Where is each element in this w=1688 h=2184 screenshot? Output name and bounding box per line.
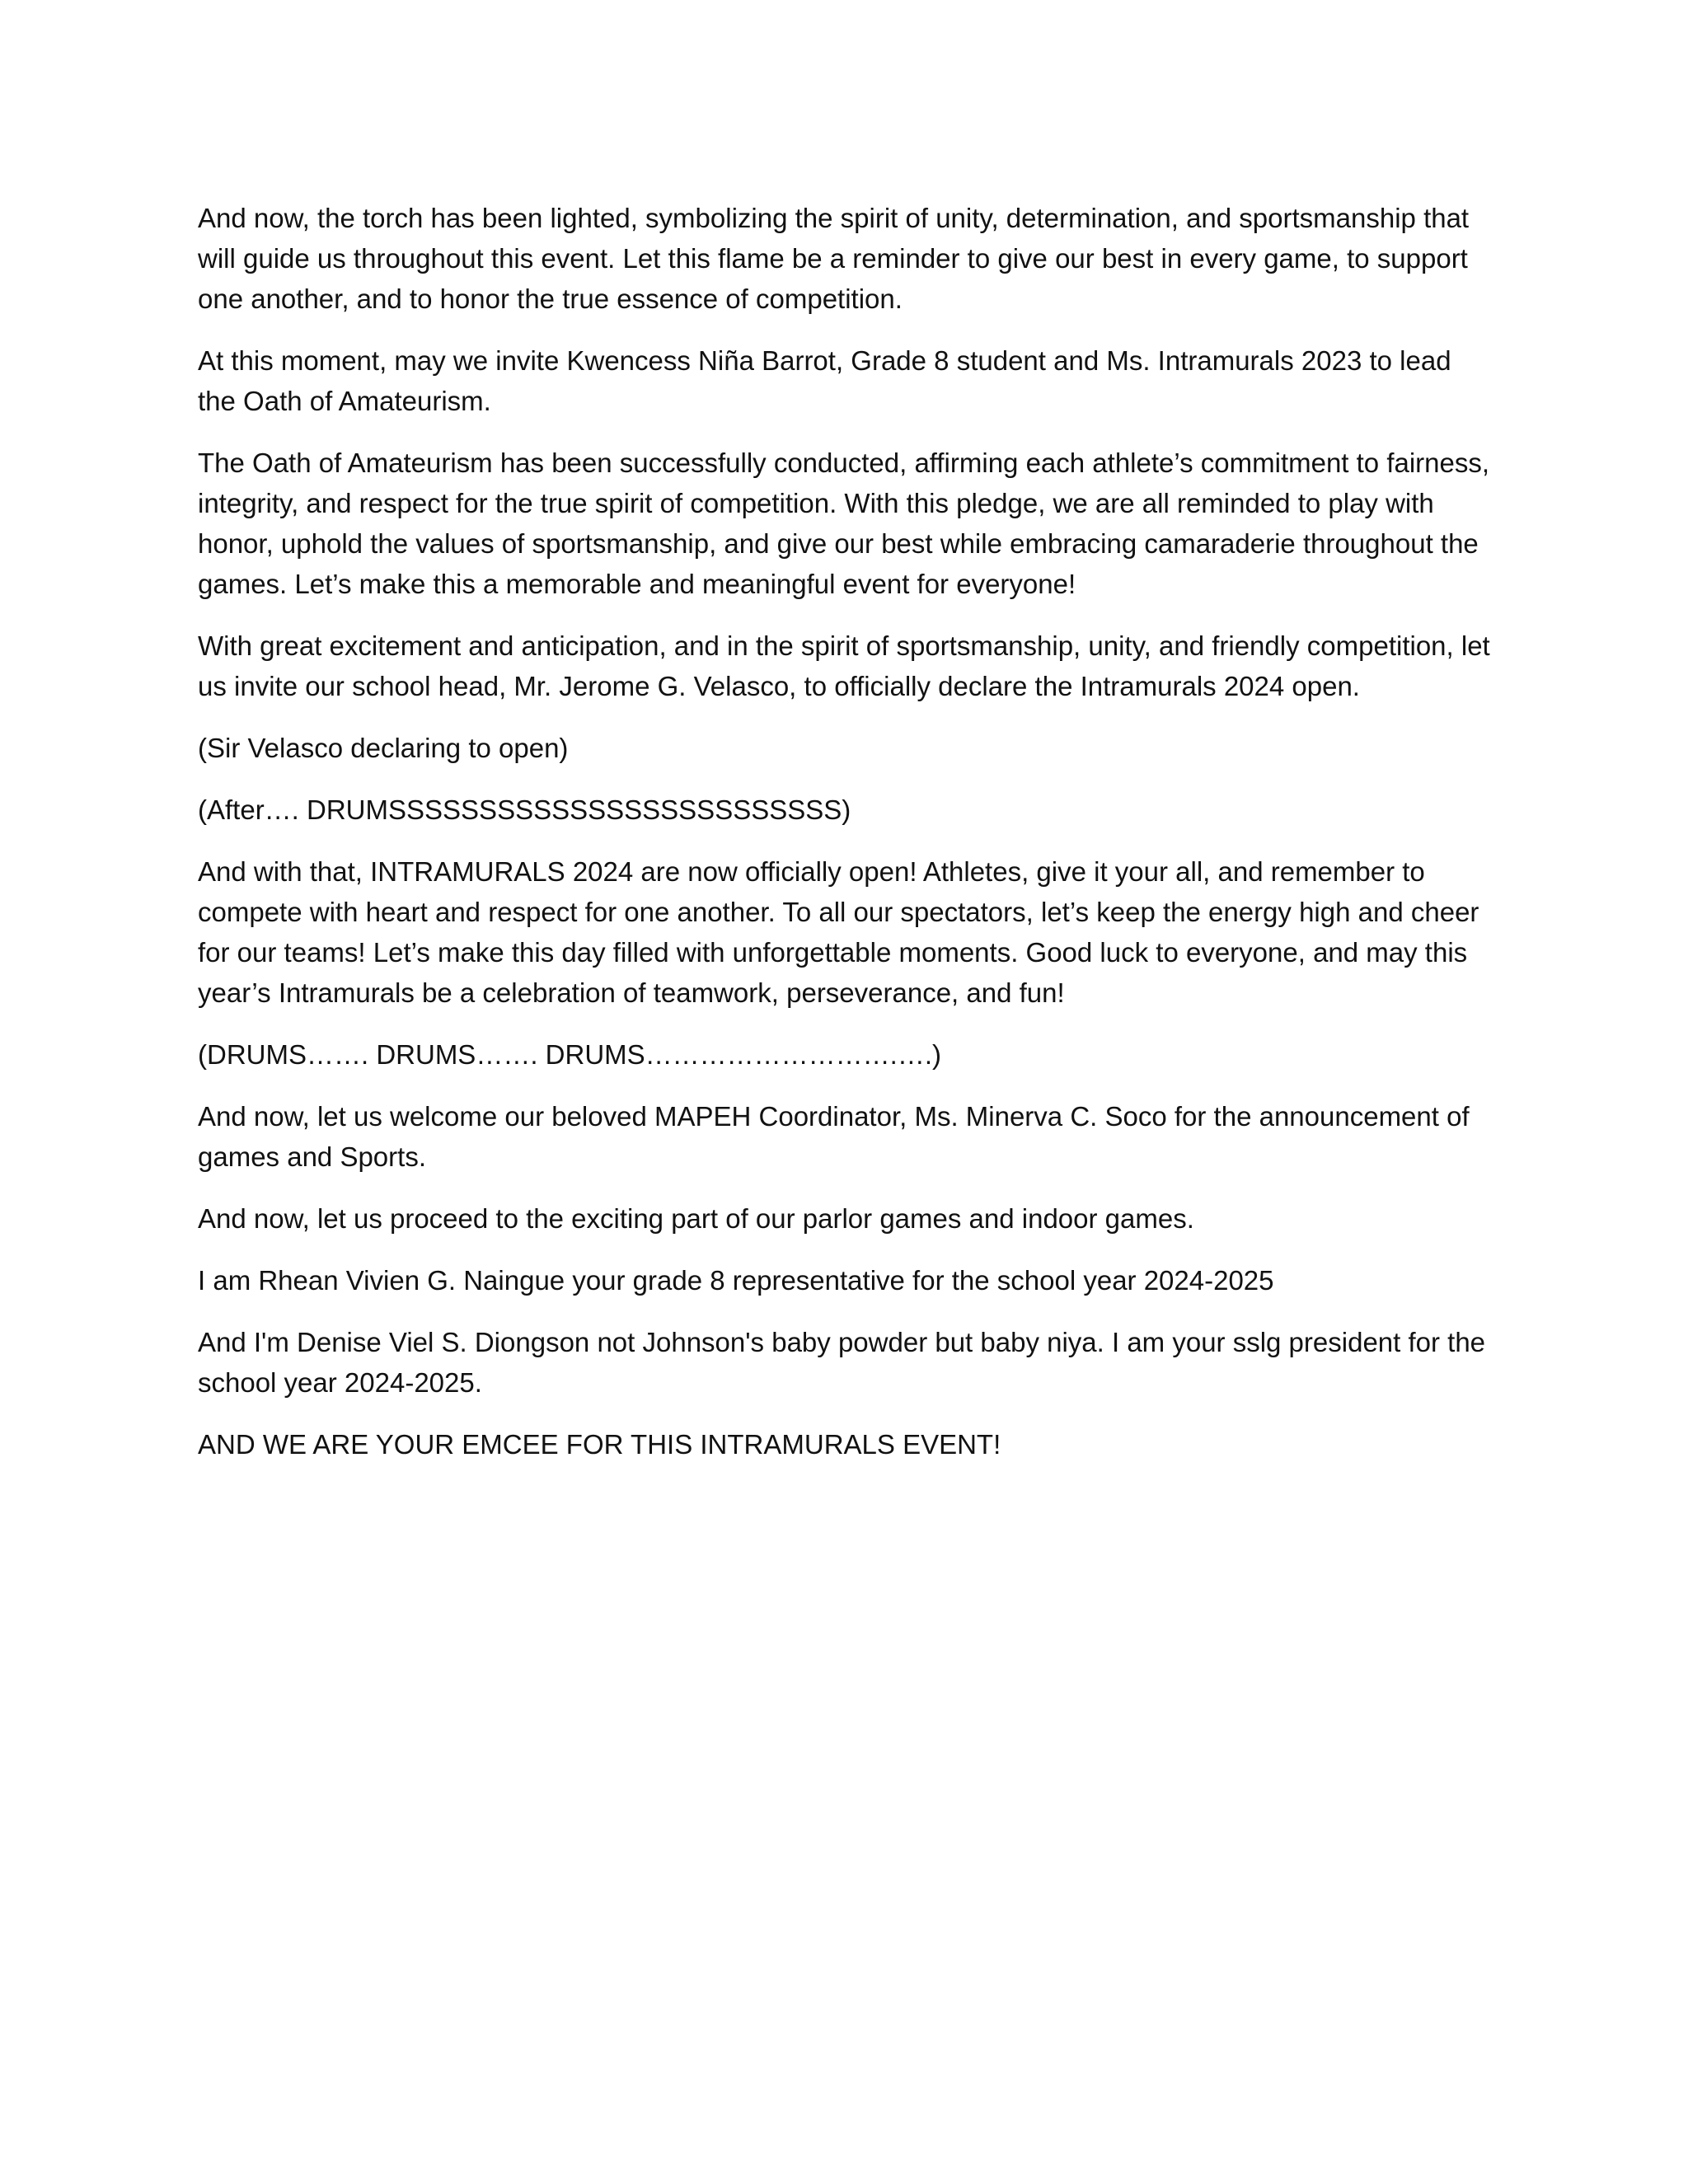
paragraph-officially-open: And with that, INTRAMURALS 2024 are now officially open! Athletes, give it your all, and remember to compete with heart and respect for one another. To all our spectators, let’s keep the energy high and cheer for our teams! Let’s make this day filled with unforgettable moments. Good luck to everyone, and may this year’s Intramurals be a celebration of teamwork, perseverance, and fun! [198,856,1479,1008]
paragraph-stage-direction-drums-2: (DRUMS……. DRUMS……. DRUMS……………………….….) [198,1039,941,1070]
paragraph-mapeh-coordinator: And now, let us welcome our beloved MAPEH Coordinator, Ms. Minerva C. Soco for the announcement of games and Sports. [198,1101,1470,1172]
paragraph-torch-lighting: And now, the torch has been lighted, symbolizing the spirit of unity, determination, and sportsmanship that will guide us throughout this event. Let this flame be a reminder to give our best in every game, to support one another, and to honor the true essence of competition. [198,203,1470,314]
paragraph-emcee-1-intro: I am Rhean Vivien G. Naingue your grade 8 representative for the school year 2024-2025 [198,1265,1274,1296]
paragraph-oath-conducted: The Oath of Amateurism has been successfully conducted, affirming each athlete’s commitment to fairness, integrity, and respect for the true spirit of competition. With this pledge, we are all reminded to play with honor, uphold the values of sportsmanship, and give our best while embracing camaraderie throughout the games. Let’s make this a memorable and meaningful event for everyone! [198,448,1490,599]
paragraph-emcee-2-intro: And I'm Denise Viel S. Diongson not Johnson's baby powder but baby niya. I am your sslg president for the school year 2024-2025. [198,1327,1486,1398]
paragraph-declare-open-invitation: With great excitement and anticipation, and in the spirit of sportsmanship, unity, and friendly competition, let us invite our school head, Mr. Jerome G. Velasco, to officially declare the Intramurals 2024 open. [198,630,1490,701]
paragraph-stage-direction-drums: (After…. DRUMSSSSSSSSSSSSSSSSSSSSSSSSS) [198,794,851,825]
paragraph-stage-direction-declaring: (Sir Velasco declaring to open) [198,733,569,763]
paragraph-parlor-games: And now, let us proceed to the exciting part of our parlor games and indoor games. [198,1203,1194,1234]
paragraph-oath-invitation: At this moment, may we invite Kwencess Niña Barrot, Grade 8 student and Ms. Intramurals 2023 to lead the Oath of Amateurism. [198,345,1451,416]
paragraph-emcee-closing: AND WE ARE YOUR EMCEE FOR THIS INTRAMURALS EVENT! [198,1429,1001,1460]
document-body [198,198,1496,1486]
